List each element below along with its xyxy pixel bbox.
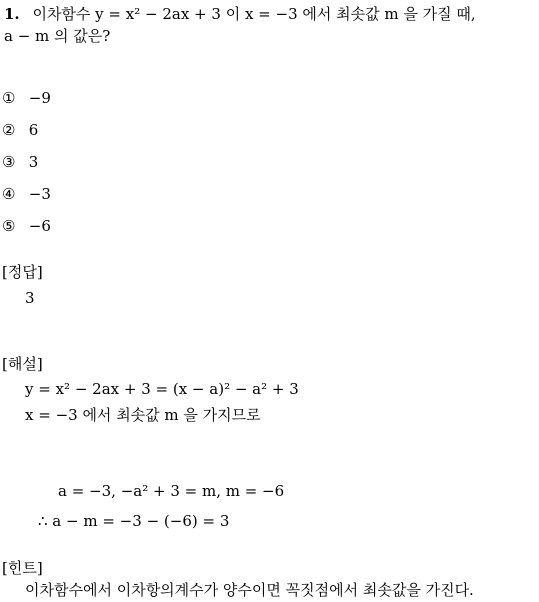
question-line-2: a − m 의 값은? — [4, 27, 111, 45]
choice-1[interactable] — [2, 88, 51, 108]
choice-4-mark: ④ — [2, 185, 16, 203]
choice-4-value: −3 — [28, 185, 51, 203]
choice-3[interactable] — [2, 152, 38, 172]
question-number: 1. — [4, 5, 20, 23]
hint-label: [힌트] — [2, 559, 43, 577]
choice-1-value: −9 — [28, 89, 51, 107]
question-line-1 — [4, 4, 476, 24]
hint-text: 이차함수에서 이차항의계수가 양수이면 꼭짓점에서 최솟값을 가진다. — [25, 581, 474, 599]
choice-3-value: 3 — [28, 153, 39, 171]
solution-line-1: y = x² − 2ax + 3 = (x − a)² − a² + 3 — [25, 380, 299, 398]
question-text-1: 이차함수 y = x² − 2ax + 3 이 x = −3 에서 최솟값 m 을 가질 때, — [32, 5, 476, 23]
choice-1-mark: ① — [2, 89, 16, 107]
answer-label: [정답] — [2, 263, 43, 281]
choice-5[interactable] — [2, 216, 51, 236]
choice-4[interactable] — [2, 184, 51, 204]
choice-2-value: 6 — [28, 121, 39, 139]
choice-3-mark: ③ — [2, 153, 16, 171]
solution-line-4: ∴ a − m = −3 − (−6) = 3 — [38, 512, 230, 530]
solution-line-2: x = −3 에서 최솟값 m 을 가지므로 — [25, 406, 261, 424]
solution-label: [해설] — [2, 355, 43, 373]
choice-5-value: −6 — [28, 217, 51, 235]
choice-2[interactable] — [2, 120, 38, 140]
choice-2-mark: ② — [2, 121, 16, 139]
choice-5-mark: ⑤ — [2, 217, 16, 235]
solution-line-3: a = −3, −a² + 3 = m, m = −6 — [58, 482, 285, 500]
answer-value: 3 — [25, 289, 35, 307]
